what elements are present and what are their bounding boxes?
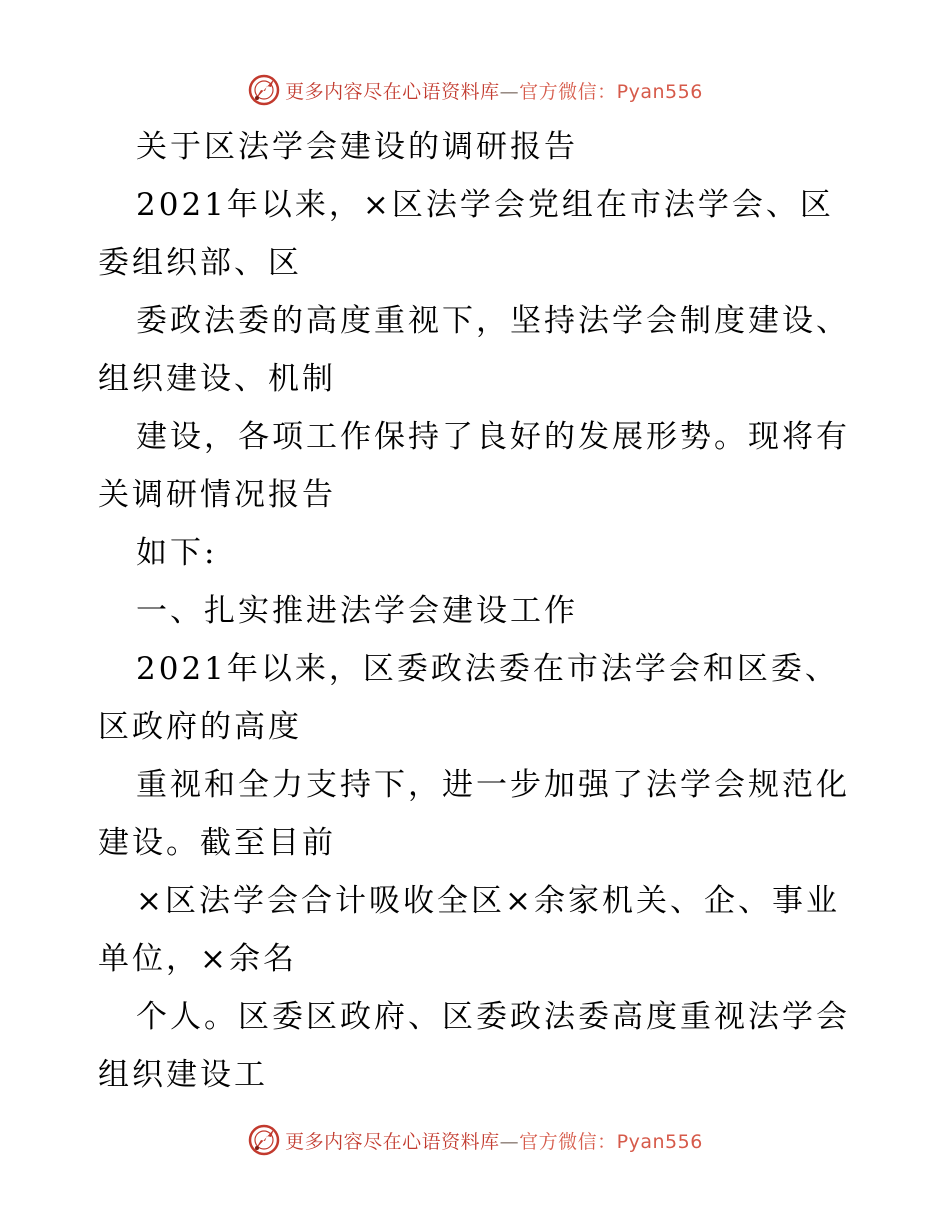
- paragraph-line: 建设，各项工作保持了良好的发展形势。现将有: [136, 419, 850, 455]
- watermark-contact: 官方微信：Pyan556: [519, 1130, 703, 1153]
- watermark-text: 更多内容尽在心语资料库: [285, 80, 500, 103]
- paragraph-line: 建设。截至目前: [98, 825, 336, 861]
- paragraph-line: 组织建设、机制: [98, 361, 336, 397]
- document-title: 关于区法学会建设的调研报告: [136, 129, 578, 165]
- paragraph-line: 区政府的高度: [98, 709, 302, 745]
- footer-watermark: [0, 1120, 950, 1160]
- paragraph-line: 关调研情况报告: [98, 477, 336, 513]
- quill-seal-icon: [247, 1123, 281, 1157]
- watermark-contact: 官方微信：Pyan556: [519, 80, 703, 103]
- paragraph-line: 重视和全力支持下，进一步加强了法学会规范化: [136, 767, 850, 803]
- paragraph-line: 2021年以来，区委政法委在市法学会和区委、: [136, 651, 839, 687]
- watermark-dash: —: [499, 1130, 520, 1153]
- header-watermark: [0, 70, 950, 110]
- document-body: [98, 118, 858, 1104]
- paragraph-line: 如下:: [136, 535, 218, 571]
- paragraph-line: 个人。区委区政府、区委政法委高度重视法学会: [136, 999, 850, 1035]
- paragraph-line: 2021年以来，×区法学会党组在市法学会、区: [136, 187, 834, 223]
- watermark-text: 更多内容尽在心语资料库: [285, 1130, 500, 1153]
- section-heading: 一、扎实推进法学会建设工作: [136, 593, 578, 629]
- paragraph-line: 委政法委的高度重视下，坚持法学会制度建设、: [136, 303, 850, 339]
- paragraph-line: 委组织部、区: [98, 245, 302, 281]
- paragraph-line: 单位，×余名: [98, 941, 297, 977]
- watermark-dash: —: [499, 80, 520, 103]
- paragraph-line: 组织建设工: [98, 1057, 268, 1093]
- paragraph-line: ×区法学会合计吸收全区×余家机关、企、事业: [136, 883, 840, 919]
- quill-seal-icon: [247, 73, 281, 107]
